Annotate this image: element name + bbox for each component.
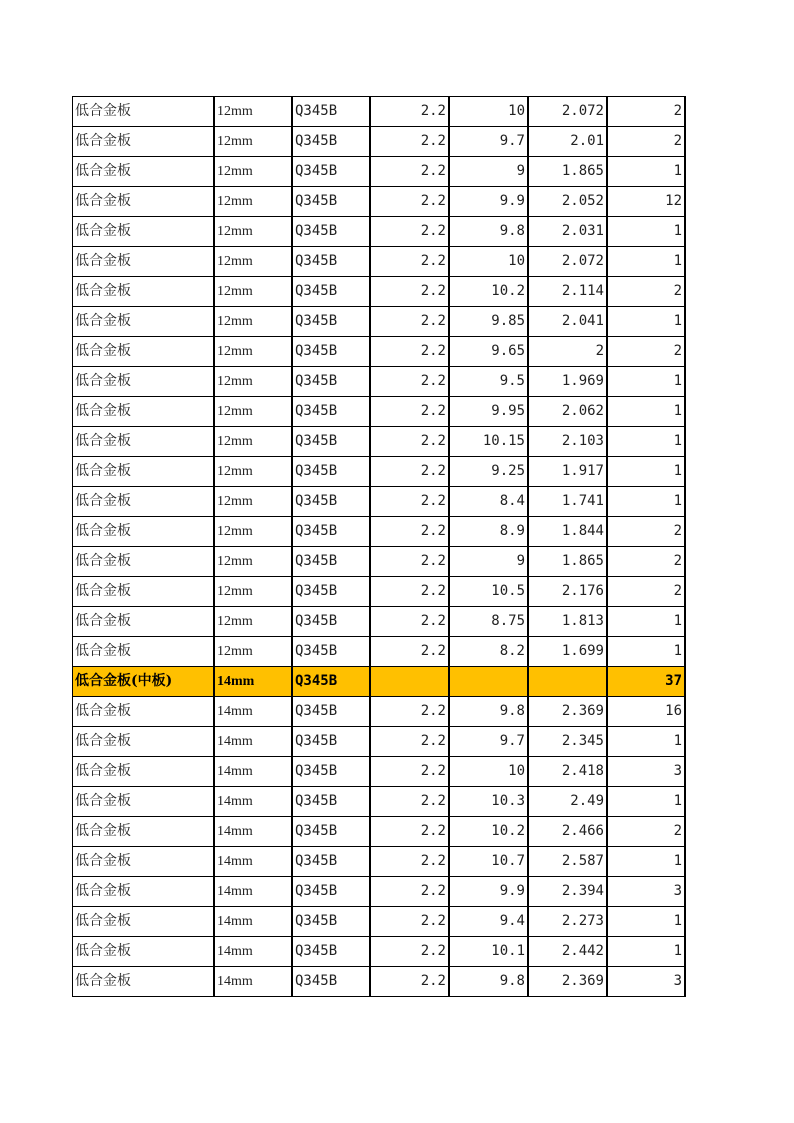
cell-width[interactable]: 2.2	[370, 457, 449, 487]
cell-length[interactable]: 10.5	[449, 577, 528, 607]
cell-quantity[interactable]: 1	[607, 727, 685, 757]
cell-length[interactable]: 10	[449, 97, 528, 127]
cell-quantity[interactable]: 3	[607, 757, 685, 787]
cell-quantity[interactable]: 1	[607, 397, 685, 427]
cell-thickness[interactable]: 14mm	[214, 937, 292, 967]
cell-weight[interactable]: 2.103	[528, 427, 607, 457]
cell-length[interactable]: 8.2	[449, 637, 528, 667]
inventory-table	[72, 96, 686, 997]
cell-weight[interactable]: 2.072	[528, 247, 607, 277]
cell-material-grade[interactable]: Q345B	[292, 697, 370, 727]
table-row	[73, 367, 686, 397]
table-row	[73, 937, 686, 967]
cell-weight[interactable]: 1.699	[528, 637, 607, 667]
table-row	[73, 817, 686, 847]
cell-length[interactable]: 9	[449, 547, 528, 577]
cell-width[interactable]: 2.2	[370, 187, 449, 217]
cell-quantity[interactable]: 1	[607, 157, 685, 187]
table-row	[73, 157, 686, 187]
cell-product-name[interactable]: 低合金板	[73, 637, 215, 667]
cell-product-name[interactable]: 低合金板	[73, 967, 215, 997]
cell-length[interactable]: 9.9	[449, 187, 528, 217]
cell-quantity[interactable]: 1	[607, 637, 685, 667]
cell-material-grade[interactable]: Q345B	[292, 427, 370, 457]
cell-thickness[interactable]: 12mm	[214, 277, 292, 307]
cell-quantity[interactable]: 2	[607, 127, 685, 157]
cell-thickness[interactable]: 12mm	[214, 397, 292, 427]
cell-thickness[interactable]: 12mm	[214, 247, 292, 277]
cell-product-name[interactable]: 低合金板	[73, 937, 215, 967]
cell-weight[interactable]: 2.072	[528, 97, 607, 127]
cell-width[interactable]: 2.2	[370, 787, 449, 817]
table-row	[73, 757, 686, 787]
cell-weight[interactable]: 1.917	[528, 457, 607, 487]
cell-product-name[interactable]: 低合金板	[73, 547, 215, 577]
cell-material-grade[interactable]: Q345B	[292, 757, 370, 787]
cell-material-grade[interactable]: Q345B	[292, 937, 370, 967]
cell-material-grade[interactable]: Q345B	[292, 157, 370, 187]
cell-quantity[interactable]: 2	[607, 337, 685, 367]
cell-quantity[interactable]: 1	[607, 457, 685, 487]
cell-weight[interactable]: 1.741	[528, 487, 607, 517]
cell-material-grade[interactable]: Q345B	[292, 607, 370, 637]
cell-product-name[interactable]: 低合金板	[73, 337, 215, 367]
cell-quantity[interactable]: 1	[607, 907, 685, 937]
cell-material-grade[interactable]: Q345B	[292, 637, 370, 667]
cell-quantity[interactable]: 12	[607, 187, 685, 217]
cell-quantity[interactable]: 1	[607, 307, 685, 337]
cell-thickness[interactable]: 12mm	[214, 97, 292, 127]
cell-length[interactable]: 9.7	[449, 127, 528, 157]
cell-length[interactable]: 9.4	[449, 907, 528, 937]
cell-weight[interactable]: 2.176	[528, 577, 607, 607]
cell-thickness[interactable]: 14mm	[214, 907, 292, 937]
table-row	[73, 847, 686, 877]
table-row	[73, 427, 686, 457]
cell-thickness[interactable]: 12mm	[214, 307, 292, 337]
cell-product-name[interactable]: 低合金板	[73, 157, 215, 187]
cell-width[interactable]: 2.2	[370, 247, 449, 277]
cell-length[interactable]	[449, 667, 528, 697]
cell-width[interactable]: 2.2	[370, 427, 449, 457]
cell-quantity[interactable]: 1	[607, 847, 685, 877]
cell-thickness[interactable]: 12mm	[214, 547, 292, 577]
cell-thickness[interactable]: 12mm	[214, 217, 292, 247]
cell-weight[interactable]: 2	[528, 337, 607, 367]
cell-length[interactable]: 9.95	[449, 397, 528, 427]
cell-thickness[interactable]: 12mm	[214, 337, 292, 367]
cell-thickness[interactable]: 14mm	[214, 967, 292, 997]
cell-thickness[interactable]: 14mm	[214, 697, 292, 727]
cell-weight[interactable]: 2.345	[528, 727, 607, 757]
cell-width[interactable]: 2.2	[370, 847, 449, 877]
cell-length[interactable]: 9.8	[449, 217, 528, 247]
cell-width[interactable]: 2.2	[370, 157, 449, 187]
cell-quantity[interactable]: 2	[607, 277, 685, 307]
table-row	[73, 397, 686, 427]
cell-weight[interactable]: 2.466	[528, 817, 607, 847]
cell-weight[interactable]: 1.813	[528, 607, 607, 637]
cell-length[interactable]: 8.9	[449, 517, 528, 547]
cell-length[interactable]: 8.4	[449, 487, 528, 517]
cell-thickness[interactable]: 12mm	[214, 157, 292, 187]
cell-weight[interactable]: 2.587	[528, 847, 607, 877]
cell-thickness[interactable]: 14mm	[214, 757, 292, 787]
cell-material-grade[interactable]: Q345B	[292, 517, 370, 547]
cell-thickness[interactable]: 14mm	[214, 787, 292, 817]
cell-product-name[interactable]: 低合金板(中板)	[73, 667, 215, 697]
cell-material-grade[interactable]: Q345B	[292, 907, 370, 937]
cell-width[interactable]: 2.2	[370, 337, 449, 367]
cell-product-name[interactable]: 低合金板	[73, 307, 215, 337]
cell-material-grade[interactable]: Q345B	[292, 277, 370, 307]
cell-width[interactable]: 2.2	[370, 907, 449, 937]
cell-product-name[interactable]: 低合金板	[73, 847, 215, 877]
table-row	[73, 637, 686, 667]
table-row	[73, 217, 686, 247]
cell-weight[interactable]: 1.865	[528, 547, 607, 577]
table-row	[73, 547, 686, 577]
table-row-subtotal	[73, 667, 686, 697]
cell-product-name[interactable]: 低合金板	[73, 577, 215, 607]
cell-material-grade[interactable]: Q345B	[292, 787, 370, 817]
cell-product-name[interactable]: 低合金板	[73, 367, 215, 397]
cell-weight[interactable]: 1.865	[528, 157, 607, 187]
table-row	[73, 577, 686, 607]
cell-product-name[interactable]: 低合金板	[73, 727, 215, 757]
cell-product-name[interactable]: 低合金板	[73, 187, 215, 217]
cell-product-name[interactable]: 低合金板	[73, 397, 215, 427]
cell-material-grade[interactable]: Q345B	[292, 397, 370, 427]
cell-width[interactable]: 2.2	[370, 757, 449, 787]
table-row	[73, 307, 686, 337]
cell-width[interactable]: 2.2	[370, 397, 449, 427]
cell-weight[interactable]: 2.052	[528, 187, 607, 217]
table-row	[73, 247, 686, 277]
cell-weight[interactable]: 2.418	[528, 757, 607, 787]
cell-width[interactable]: 2.2	[370, 817, 449, 847]
cell-length[interactable]: 9.25	[449, 457, 528, 487]
cell-quantity[interactable]: 1	[607, 937, 685, 967]
cell-width[interactable]: 2.2	[370, 127, 449, 157]
cell-thickness[interactable]: 12mm	[214, 487, 292, 517]
cell-weight[interactable]: 2.369	[528, 967, 607, 997]
cell-width[interactable]: 2.2	[370, 877, 449, 907]
cell-product-name[interactable]: 低合金板	[73, 217, 215, 247]
cell-product-name[interactable]: 低合金板	[73, 607, 215, 637]
cell-weight[interactable]: 2.394	[528, 877, 607, 907]
cell-quantity[interactable]: 1	[607, 607, 685, 637]
cell-quantity[interactable]: 3	[607, 877, 685, 907]
table-row	[73, 277, 686, 307]
cell-thickness[interactable]: 12mm	[214, 127, 292, 157]
table-row	[73, 457, 686, 487]
cell-weight[interactable]: 2.062	[528, 397, 607, 427]
cell-material-grade[interactable]: Q345B	[292, 307, 370, 337]
cell-width[interactable]: 2.2	[370, 547, 449, 577]
cell-product-name[interactable]: 低合金板	[73, 127, 215, 157]
cell-length[interactable]: 9.85	[449, 307, 528, 337]
cell-length[interactable]: 9.65	[449, 337, 528, 367]
cell-weight[interactable]: 2.01	[528, 127, 607, 157]
cell-material-grade[interactable]: Q345B	[292, 817, 370, 847]
cell-material-grade[interactable]: Q345B	[292, 547, 370, 577]
cell-material-grade[interactable]: Q345B	[292, 877, 370, 907]
cell-product-name[interactable]: 低合金板	[73, 787, 215, 817]
cell-quantity[interactable]: 37	[607, 667, 685, 697]
cell-weight[interactable]: 2.442	[528, 937, 607, 967]
cell-thickness[interactable]: 14mm	[214, 817, 292, 847]
cell-thickness[interactable]: 14mm	[214, 847, 292, 877]
cell-material-grade[interactable]: Q345B	[292, 667, 370, 697]
cell-weight[interactable]: 2.114	[528, 277, 607, 307]
cell-weight[interactable]: 2.041	[528, 307, 607, 337]
cell-product-name[interactable]: 低合金板	[73, 877, 215, 907]
cell-length[interactable]: 10.3	[449, 787, 528, 817]
cell-product-name[interactable]: 低合金板	[73, 427, 215, 457]
cell-material-grade[interactable]: Q345B	[292, 457, 370, 487]
cell-product-name[interactable]: 低合金板	[73, 697, 215, 727]
cell-product-name[interactable]: 低合金板	[73, 907, 215, 937]
cell-material-grade[interactable]: Q345B	[292, 337, 370, 367]
cell-material-grade[interactable]: Q345B	[292, 727, 370, 757]
cell-weight[interactable]: 2.031	[528, 217, 607, 247]
cell-quantity[interactable]: 1	[607, 367, 685, 397]
table-row	[73, 967, 686, 997]
cell-width[interactable]: 2.2	[370, 967, 449, 997]
table-row	[73, 607, 686, 637]
cell-material-grade[interactable]: Q345B	[292, 247, 370, 277]
cell-thickness[interactable]: 14mm	[214, 877, 292, 907]
cell-material-grade[interactable]: Q345B	[292, 187, 370, 217]
cell-material-grade[interactable]: Q345B	[292, 847, 370, 877]
cell-width[interactable]: 2.2	[370, 217, 449, 247]
cell-length[interactable]: 10	[449, 247, 528, 277]
table-body	[73, 97, 686, 997]
cell-thickness[interactable]: 12mm	[214, 517, 292, 547]
cell-quantity[interactable]: 1	[607, 247, 685, 277]
cell-width[interactable]: 2.2	[370, 697, 449, 727]
cell-weight[interactable]	[528, 667, 607, 697]
cell-weight[interactable]: 1.844	[528, 517, 607, 547]
cell-product-name[interactable]: 低合金板	[73, 817, 215, 847]
table-row	[73, 337, 686, 367]
cell-material-grade[interactable]: Q345B	[292, 577, 370, 607]
cell-product-name[interactable]: 低合金板	[73, 757, 215, 787]
cell-length[interactable]: 9.8	[449, 967, 528, 997]
cell-product-name[interactable]: 低合金板	[73, 97, 215, 127]
cell-quantity[interactable]: 2	[607, 817, 685, 847]
cell-quantity[interactable]: 3	[607, 967, 685, 997]
cell-thickness[interactable]: 12mm	[214, 367, 292, 397]
cell-weight[interactable]: 2.369	[528, 697, 607, 727]
cell-width[interactable]: 2.2	[370, 727, 449, 757]
cell-width[interactable]: 2.2	[370, 367, 449, 397]
cell-length[interactable]: 9.9	[449, 877, 528, 907]
cell-quantity[interactable]: 1	[607, 217, 685, 247]
cell-length[interactable]: 10.1	[449, 937, 528, 967]
cell-thickness[interactable]: 12mm	[214, 577, 292, 607]
table-row	[73, 877, 686, 907]
cell-material-grade[interactable]: Q345B	[292, 967, 370, 997]
cell-length[interactable]: 10.2	[449, 277, 528, 307]
cell-width[interactable]	[370, 667, 449, 697]
table-row	[73, 727, 686, 757]
cell-quantity[interactable]: 16	[607, 697, 685, 727]
cell-product-name[interactable]: 低合金板	[73, 247, 215, 277]
table-row	[73, 907, 686, 937]
cell-quantity[interactable]: 2	[607, 547, 685, 577]
cell-width[interactable]: 2.2	[370, 577, 449, 607]
cell-material-grade[interactable]: Q345B	[292, 127, 370, 157]
cell-thickness[interactable]: 12mm	[214, 637, 292, 667]
cell-material-grade[interactable]: Q345B	[292, 97, 370, 127]
cell-weight[interactable]: 2.273	[528, 907, 607, 937]
cell-quantity[interactable]: 2	[607, 97, 685, 127]
cell-quantity[interactable]: 2	[607, 577, 685, 607]
cell-quantity[interactable]: 1	[607, 487, 685, 517]
cell-length[interactable]: 10.7	[449, 847, 528, 877]
table-row	[73, 127, 686, 157]
table-row	[73, 787, 686, 817]
cell-weight[interactable]: 2.49	[528, 787, 607, 817]
cell-length[interactable]: 10.15	[449, 427, 528, 457]
cell-width[interactable]: 2.2	[370, 97, 449, 127]
table-row	[73, 97, 686, 127]
cell-length[interactable]: 9.7	[449, 727, 528, 757]
cell-product-name[interactable]: 低合金板	[73, 517, 215, 547]
cell-width[interactable]: 2.2	[370, 307, 449, 337]
cell-product-name[interactable]: 低合金板	[73, 457, 215, 487]
cell-weight[interactable]: 1.969	[528, 367, 607, 397]
cell-width[interactable]: 2.2	[370, 637, 449, 667]
cell-length[interactable]: 10	[449, 757, 528, 787]
cell-quantity[interactable]: 2	[607, 517, 685, 547]
cell-quantity[interactable]: 1	[607, 787, 685, 817]
cell-thickness[interactable]: 14mm	[214, 727, 292, 757]
cell-length[interactable]: 9.8	[449, 697, 528, 727]
cell-thickness[interactable]: 12mm	[214, 607, 292, 637]
table-row	[73, 487, 686, 517]
cell-material-grade[interactable]: Q345B	[292, 487, 370, 517]
cell-length[interactable]: 10.2	[449, 817, 528, 847]
cell-width[interactable]: 2.2	[370, 487, 449, 517]
cell-thickness[interactable]: 12mm	[214, 187, 292, 217]
cell-width[interactable]: 2.2	[370, 607, 449, 637]
cell-product-name[interactable]: 低合金板	[73, 277, 215, 307]
cell-thickness[interactable]: 12mm	[214, 427, 292, 457]
table-row	[73, 697, 686, 727]
table-row	[73, 517, 686, 547]
cell-width[interactable]: 2.2	[370, 277, 449, 307]
cell-width[interactable]: 2.2	[370, 937, 449, 967]
cell-length[interactable]: 8.75	[449, 607, 528, 637]
cell-thickness[interactable]: 12mm	[214, 457, 292, 487]
cell-width[interactable]: 2.2	[370, 517, 449, 547]
cell-length[interactable]: 9.5	[449, 367, 528, 397]
cell-thickness[interactable]: 14mm	[214, 667, 292, 697]
cell-material-grade[interactable]: Q345B	[292, 367, 370, 397]
cell-quantity[interactable]: 1	[607, 427, 685, 457]
table-row	[73, 187, 686, 217]
cell-length[interactable]: 9	[449, 157, 528, 187]
cell-material-grade[interactable]: Q345B	[292, 217, 370, 247]
cell-product-name[interactable]: 低合金板	[73, 487, 215, 517]
